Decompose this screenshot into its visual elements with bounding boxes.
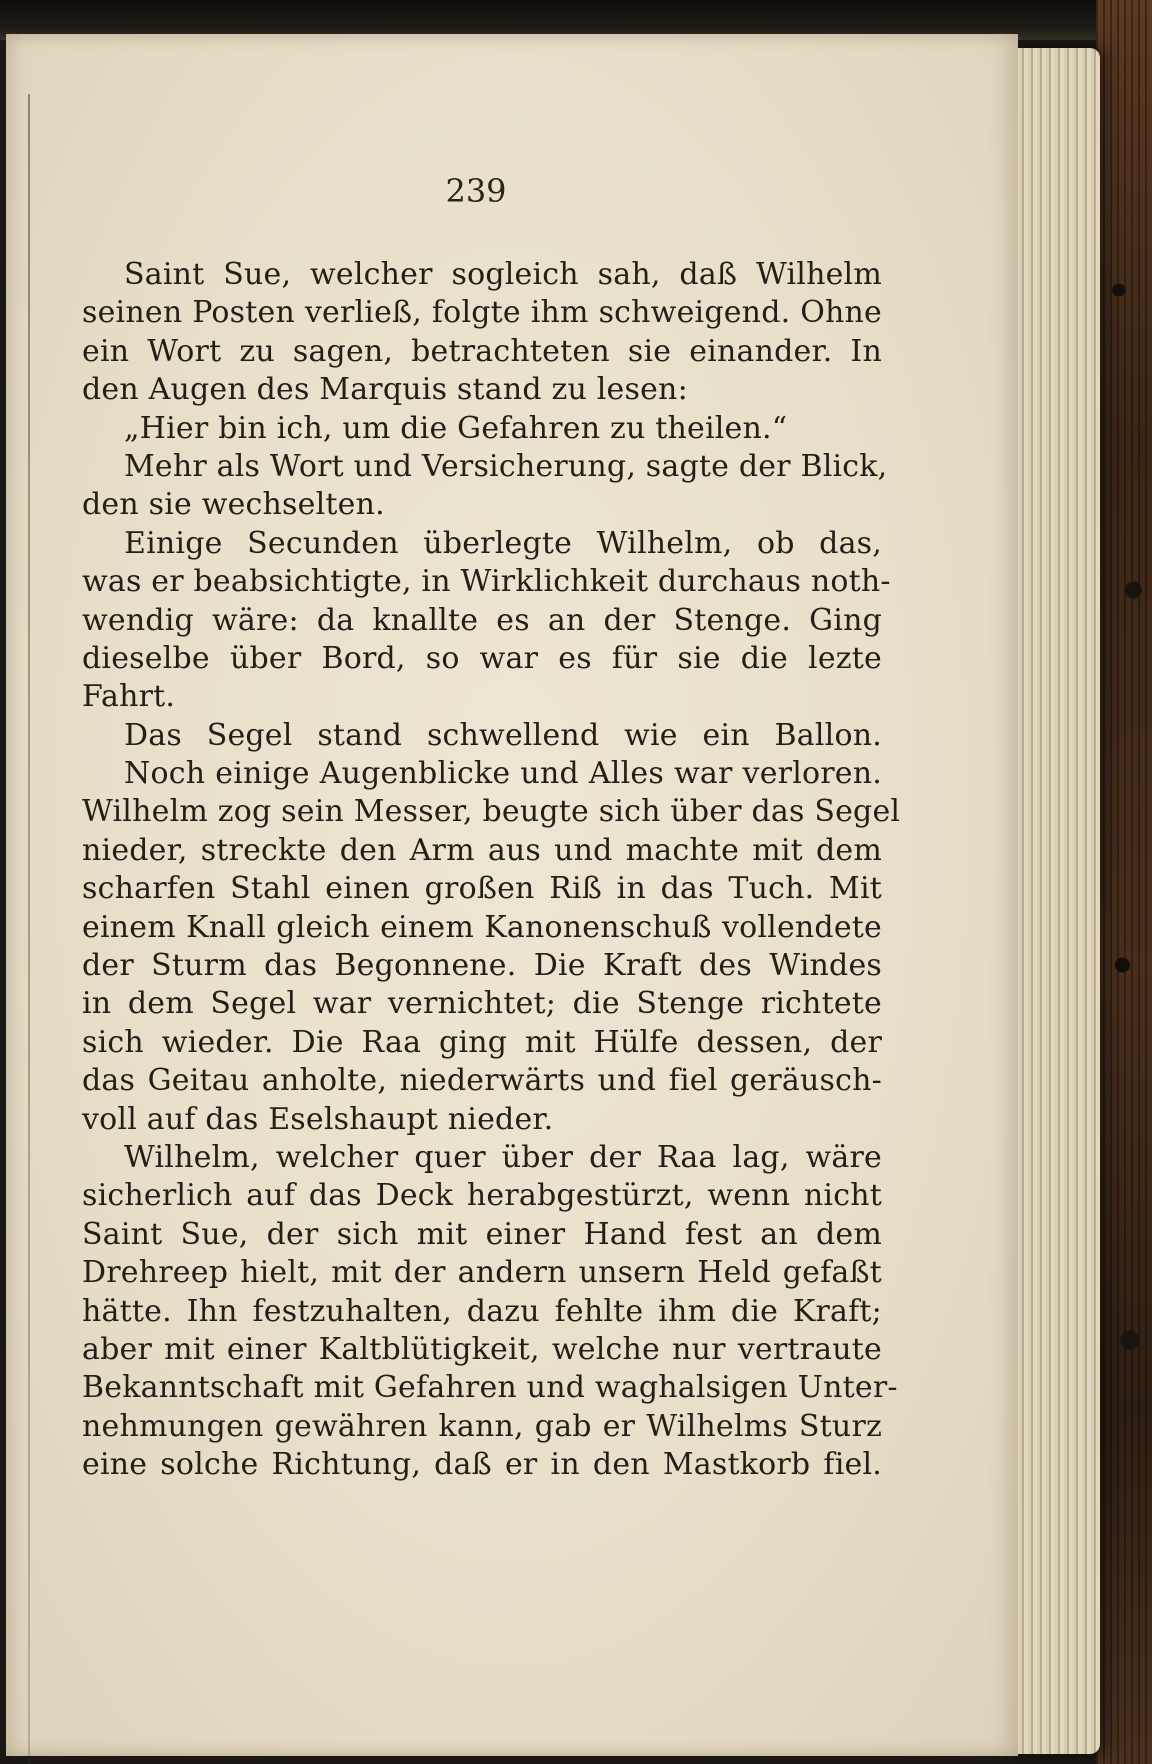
- text-line: Saint Sue, der sich mit einer Hand fest an dem: [82, 1216, 882, 1252]
- text-line: „Hier bin ich, um die Gefahren zu theilen.“: [124, 410, 788, 446]
- text-line: der Sturm das Begonnene. Die Kraft des Windes: [82, 948, 882, 984]
- text-line: seinen Posten verließ, folgte ihm schweigend. Ohne: [82, 295, 882, 331]
- book-cover-edge: [1096, 0, 1152, 1764]
- text-line: Fahrt.: [82, 679, 176, 715]
- text-line: Bekanntschaft mit Gefahren und waghalsigen Unter-: [82, 1370, 898, 1406]
- text-line: eine solche Richtung, daß er in den Mastkorb fiel.: [82, 1447, 882, 1483]
- text-line: sicherlich auf das Deck herabgestürzt, wenn nicht: [82, 1178, 882, 1214]
- text-line: hätte. Ihn festzuhalten, dazu fehlte ihm die Kraft;: [82, 1293, 882, 1329]
- cover-wear-marks: [1108, 140, 1144, 1640]
- text-line: Saint Sue, welcher sogleich sah, daß Wilhelm: [124, 257, 882, 292]
- text-line: aber mit einer Kaltblütigkeit, welche nur vertraute: [82, 1331, 882, 1367]
- text-line: den Augen des Marquis stand zu lesen:: [82, 372, 688, 408]
- text-line: das Geitau anholte, niederwärts und fiel geräusch-: [82, 1063, 882, 1099]
- page-number: 239: [445, 172, 507, 210]
- text-line: dieselbe über Bord, so war es für sie die lezte: [82, 640, 882, 676]
- text-line: scharfen Stahl einen großen Riß in das Tuch. Mit: [82, 871, 882, 907]
- text-line: wendig wäre: da knallte es an der Stenge. Ging: [82, 602, 882, 638]
- page-body-text: [82, 256, 901, 1485]
- text-line: nehmungen gewähren kann, gab er Wilhelms Sturz: [82, 1408, 882, 1444]
- text-line: Wilhelm zog sein Messer, beugte sich über das Segel: [82, 794, 901, 830]
- text-line: Noch einige Augenblicke und Alles war verloren.: [124, 756, 882, 792]
- text-line: Drehreep hielt, mit der andern unsern Held gefaßt: [82, 1255, 882, 1291]
- text-line: ein Wort zu sagen, betrachteten sie einander. In: [82, 333, 882, 369]
- page-stack-edges: [1010, 48, 1100, 1754]
- text-line: in dem Segel war vernichtet; die Stenge richtete: [82, 986, 882, 1022]
- book-page: [6, 34, 1018, 1756]
- text-line: Das Segel stand schwellend wie ein Ballon.: [124, 717, 882, 753]
- text-line: voll auf das Eselshaupt nieder.: [82, 1101, 554, 1137]
- text-line: nieder, streckte den Arm aus und machte mit dem: [82, 832, 882, 868]
- text-line: Einige Secunden überlegte Wilhelm, ob das,: [124, 525, 882, 561]
- gutter-line: [28, 94, 30, 1764]
- text-line: Wilhelm, welcher quer über der Raa lag, wäre: [124, 1139, 882, 1175]
- text-line: was er beabsichtigte, in Wirklichkeit durchaus noth-: [82, 564, 891, 600]
- text-line: sich wieder. Die Raa ging mit Hülfe dessen, der: [82, 1024, 882, 1060]
- text-line: den sie wechselten.: [82, 487, 385, 523]
- text-line: Mehr als Wort und Versicherung, sagte der Blick,: [124, 448, 888, 484]
- text-line: einem Knall gleich einem Kanonenschuß vollendete: [82, 909, 882, 945]
